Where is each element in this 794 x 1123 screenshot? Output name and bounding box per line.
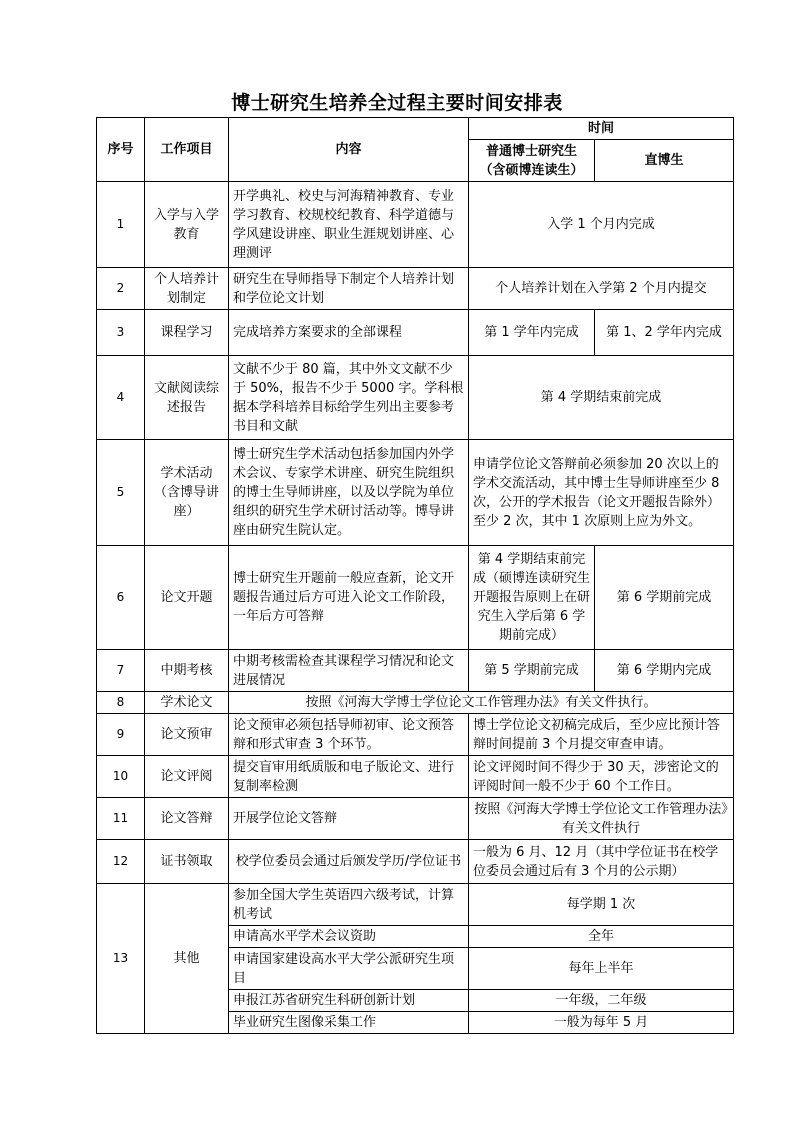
row-content: 博士研究生开题前一般应查新，论文开题报告通过后方可进入论文工作阶段，一年后方可答辩 [229,546,469,650]
subrow-content: 申请国家建设高水平大学公派研究生项目 [229,948,469,990]
header-row [97,118,734,140]
row-content: 开展学位论文答辩 [229,798,469,840]
header-time: 时间 [469,118,734,140]
subrow-time: 每学期 1 次 [469,884,734,926]
row-content: 文献不少于 80 篇，其中外文文献不少于 50%，报告不少于 5000 字。学科根据本学科培养目标给学生列出主要参考书目和文献 [229,356,469,440]
row-item: 学术论文 [145,692,229,714]
row-time-normal: 第 4 学期结束前完成（硕博连读研究生开题报告原则上在研究生入学后第 6 学期前完成） [469,546,595,650]
row-content: 开学典礼、校史与河海精神教育、专业学习教育、校规校纪教育、科学道德与学风建设讲座、职业生涯规划讲座、心理测评 [229,182,469,268]
subrow-content: 申报江苏省研究生科研创新计划 [229,990,469,1012]
row-seq: 12 [97,840,145,884]
header-normal-line2: （含硕博连读生） [479,162,584,178]
subrow-content: 参加全国大学生英语四六级考试，计算机考试 [229,884,469,926]
row-time-direct: 第 1、2 学年内完成 [595,310,734,356]
row-item: 入学与入学教育 [145,182,229,268]
row-content: 论文预审必须包括导师初审、论文预答辩和形式审查 3 个环节。 [229,714,469,756]
row-time: 一般为 6 月、12 月（其中学位证书在校学位委员会通过后有 3 个月的公示期） [469,840,734,884]
row-item: 论文答辩 [145,798,229,840]
table-row [97,182,734,268]
row-item: 学术活动（含博导讲座） [145,440,229,546]
row-seq: 4 [97,356,145,440]
row-seq: 8 [97,692,145,714]
table-row [97,884,734,926]
row-item: 中期考核 [145,650,229,692]
row-seq: 5 [97,440,145,546]
row-content: 中期考核需检查其课程学习情况和论文进展情况 [229,650,469,692]
row-item: 文献阅读综述报告 [145,356,229,440]
table-row [97,798,734,840]
row-item: 课程学习 [145,310,229,356]
row-time: 申请学位论文答辩前必须参加 20 次以上的学术交流活动，其中博士生导师讲座至少 8 次，公开的学术报告（论文开题报告除外）至少 2 次，其中 1 次原则上应为外文。 [469,440,734,546]
row-content: 校学位委员会通过后颁发学历/学位证书 [229,840,469,884]
subrow-time: 一年级，二年级 [469,990,734,1012]
table-row [97,650,734,692]
row-item: 个人培养计划制定 [145,268,229,310]
subrow-content: 毕业研究生图像采集工作 [229,1012,469,1034]
row-seq: 13 [97,884,145,1034]
row-content: 博士研究生学术活动包括参加国内外学术会议、专家学术讲座、研究生院组织的博士生导师讲座，以及以学院为单位组织的研究生学术研讨活动等。博导讲座由研究生院认定。 [229,440,469,546]
row-time: 入学 1 个月内完成 [469,182,734,268]
table-row [97,840,734,884]
row-seq: 6 [97,546,145,650]
row-time: 个人培养计划在入学第 2 个月内提交 [469,268,734,310]
subrow-time: 一般为每年 5 月 [469,1012,734,1034]
table-row [97,756,734,798]
row-time-normal: 第 1 学年内完成 [469,310,595,356]
header-item: 工作项目 [145,118,229,182]
header-normal [469,140,595,182]
table-row [97,440,734,546]
row-seq: 10 [97,756,145,798]
schedule-table [96,117,734,1034]
header-direct: 直博生 [595,140,734,182]
table-row [97,356,734,440]
header-content: 内容 [229,118,469,182]
row-seq: 3 [97,310,145,356]
row-time-direct: 第 6 学期内完成 [595,650,734,692]
table-row [97,268,734,310]
row-merged: 按照《河海大学博士学位论文工作管理办法》有关文件执行。 [229,692,734,714]
table-row [97,546,734,650]
subrow-time: 全年 [469,926,734,948]
header-seq: 序号 [97,118,145,182]
header-normal-line1: 普通博士研究生 [485,143,577,159]
row-item: 论文评阅 [145,756,229,798]
page-title: 博士研究生培养全过程主要时间安排表 [231,92,563,114]
row-item: 论文预审 [145,714,229,756]
row-time: 博士学位论文初稿完成后，至少应比预计答辩时间提前 3 个月提交审查申请。 [469,714,734,756]
row-time-normal: 第 5 学期前完成 [469,650,595,692]
row-seq: 9 [97,714,145,756]
row-item: 其他 [145,884,229,1034]
subrow-content: 申请高水平学术会议资助 [229,926,469,948]
row-time: 论文评阅时间不得少于 30 天，涉密论文的评阅时间一般不少于 60 个工作日。 [469,756,734,798]
row-time: 按照《河海大学博士学位论文工作管理办法》有关文件执行 [469,798,734,840]
row-seq: 1 [97,182,145,268]
row-time: 第 4 学期结束前完成 [469,356,734,440]
row-item: 论文开题 [145,546,229,650]
row-content: 完成培养方案要求的全部课程 [229,310,469,356]
table-row [97,714,734,756]
table-row [97,310,734,356]
row-content: 研究生在导师指导下制定个人培养计划和学位论文计划 [229,268,469,310]
row-content: 提交盲审用纸质版和电子版论文、进行复制率检测 [229,756,469,798]
row-seq: 11 [97,798,145,840]
row-seq: 7 [97,650,145,692]
table-row [97,692,734,714]
row-item: 证书领取 [145,840,229,884]
row-seq: 2 [97,268,145,310]
subrow-time: 每年上半年 [469,948,734,990]
row-time-direct: 第 6 学期前完成 [595,546,734,650]
